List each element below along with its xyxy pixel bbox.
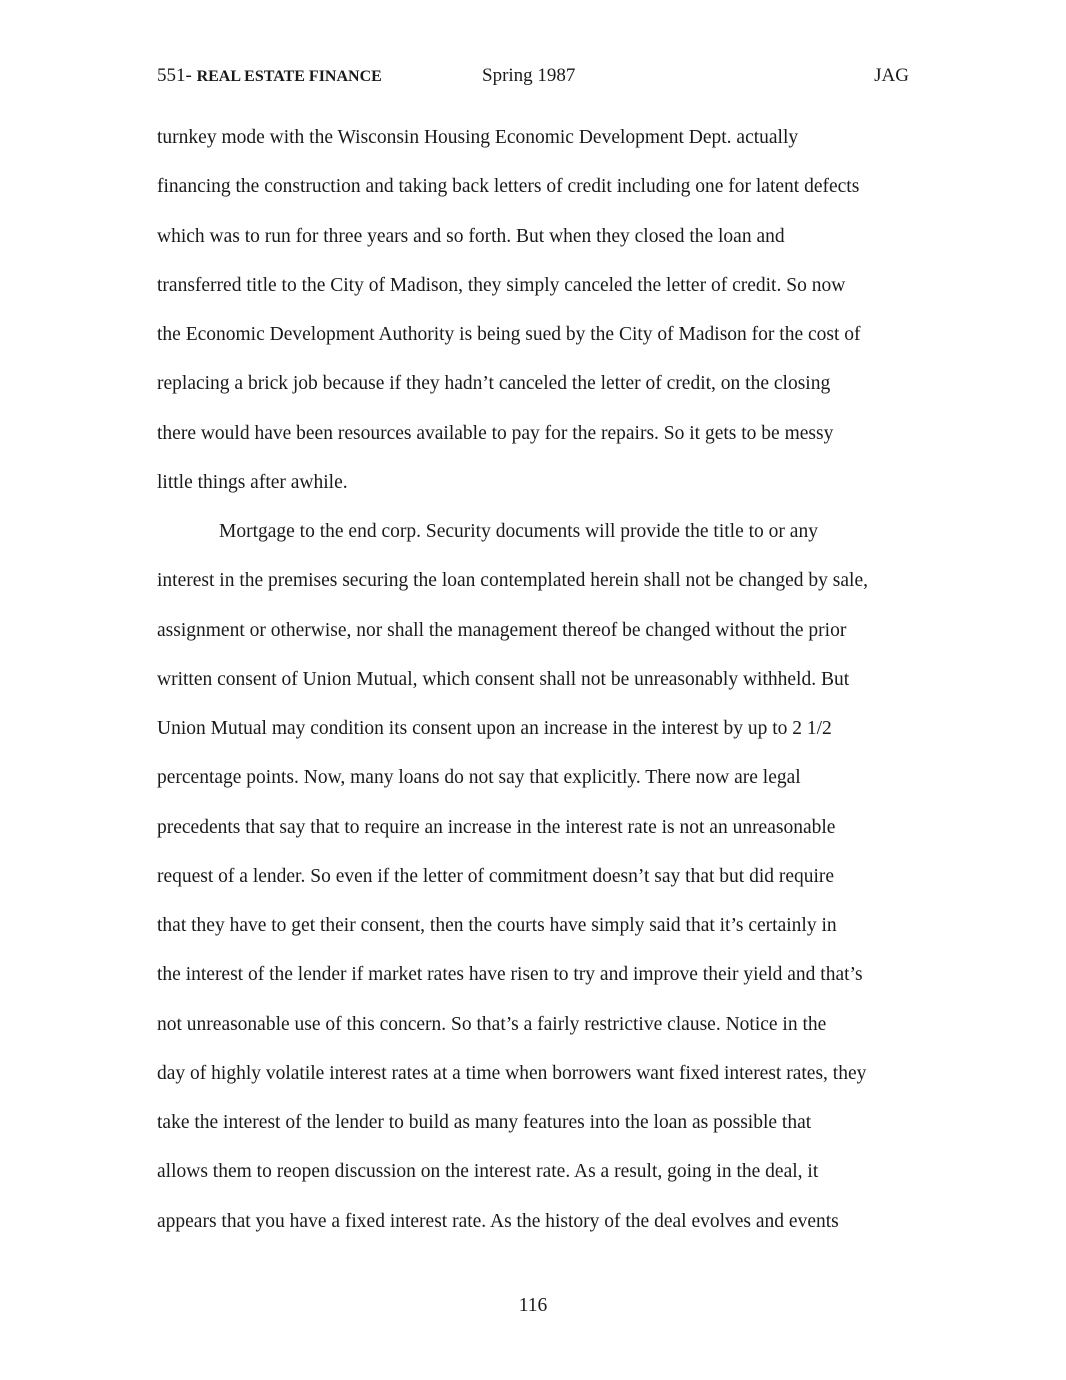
text-line: written consent of Union Mutual, which consent shall not be unreasonably withheld. But: [157, 668, 850, 690]
course-title: REAL ESTATE FINANCE: [196, 68, 382, 85]
text-line: the Economic Development Authority is being sued by the City of Madison for the cost of: [157, 324, 861, 345]
text-line: assignment or otherwise, nor shall the management thereof be changed without the prior: [157, 619, 847, 641]
text-line: that they have to get their consent, then the courts have simply said that it’s certainly in: [157, 915, 837, 936]
text-line: turnkey mode with the Wisconsin Housing Economic Development Dept. actually: [157, 127, 799, 148]
text-line: precedents that say that to require an increase in the interest rate is not an unreasonable: [157, 816, 836, 838]
document-body: [157, 118, 917, 1251]
text-line: allows them to reopen discussion on the interest rate. As a result, going in the deal, it: [157, 1161, 819, 1183]
header-course: [157, 62, 382, 91]
page-number: 116: [518, 1295, 548, 1316]
text-line: interest in the premises securing the loan contemplated herein shall not be changed by sale,: [157, 570, 868, 592]
text-line: which was to run for three years and so forth. But when they closed the loan and: [157, 225, 785, 247]
text-line: there would have been resources available to pay for the repairs. So it gets to be messy: [157, 422, 834, 444]
text-line: replacing a brick job because if they hadn’t canceled the letter of credit, on the closing: [157, 373, 831, 395]
text-line: Union Mutual may condition its consent upon an increase in the interest by up to 2 1/2: [157, 718, 832, 739]
text-line: financing the construction and taking back letters of credit including one for latent defects: [157, 176, 860, 198]
text-line: little things after awhile.: [157, 471, 348, 493]
text-line: transferred title to the City of Madison, they simply canceled the letter of credit. So now: [157, 274, 846, 296]
page-header: [157, 62, 909, 90]
text-line: take the interest of the lender to build as many features into the loan as possible that: [157, 1112, 812, 1133]
paragraph-start-line: Mortgage to the end corp. Security documents will provide the title to or any: [219, 521, 818, 542]
text-line: request of a lender. So even if the letter of commitment doesn’t say that but did require: [157, 865, 835, 887]
course-number: 551-: [157, 65, 197, 86]
text-line: day of highly volatile interest rates at a time when borrowers want fixed interest rates, they: [157, 1062, 867, 1084]
header-initials: JAG: [874, 65, 909, 86]
text-line: percentage points. Now, many loans do not say that explicitly. There now are legal: [157, 767, 801, 789]
header-term: Spring 1987: [482, 65, 576, 86]
text-line: appears that you have a fixed interest rate. As the history of the deal evolves and events: [157, 1210, 839, 1232]
text-line: not unreasonable use of this concern. So that’s a fairly restrictive clause. Notice in the: [157, 1013, 827, 1035]
text-line: the interest of the lender if market rates have risen to try and improve their yield and that’s: [157, 964, 863, 986]
